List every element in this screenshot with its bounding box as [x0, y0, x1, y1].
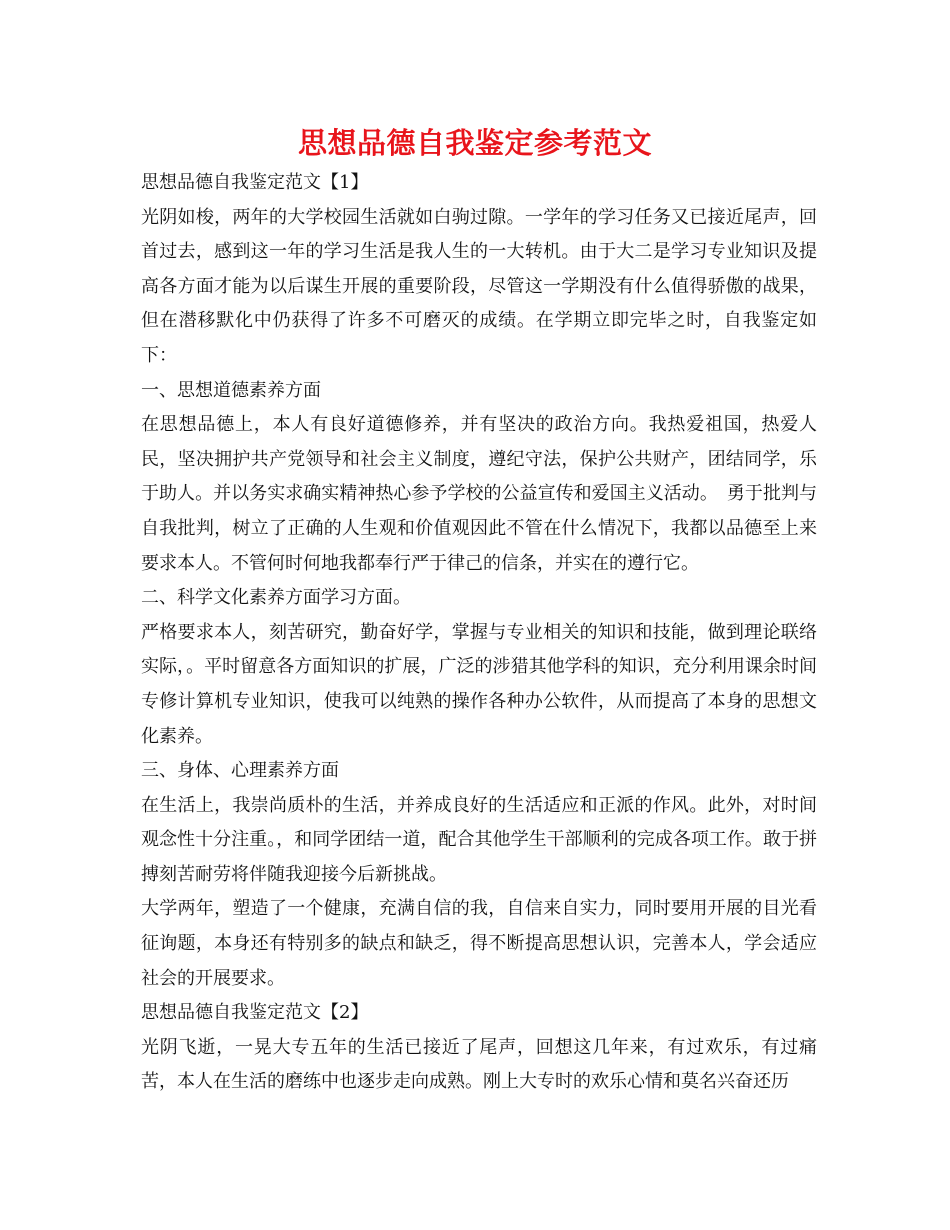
section-heading: 思想品德自我鉴定范文【1】 — [141, 172, 369, 193]
section-heading: 一、思想道德素养方面 — [141, 379, 321, 401]
paragraph: 大学两年，塑造了一个健康，充满自信的我，自信来自实力，同时要用开展的目光看征询题，本身还有特别多的缺点和缺乏，得不断提高思想认识，完善本人，学会适应社会的开展要求。 — [141, 898, 817, 989]
paragraph: 在思想品德上，本人有良好道德修养，并有坚决的政治方向。我热爱祖国，热爱人民，坚决拥护共产党领导和社会主义制度，遵纪守法，保护公共财产，团结同学，乐于助人。并以务实求确实精神热心参予学校的公益宣传和爱国主义活动。 勇于批判与自我批判，树立了正确的人生观和价值观因此不管在什么情况下，我都以品德至上来要求本人。不管何时何地我都奉行严于律己的信条，并实在的遵行它。 — [141, 414, 817, 574]
paragraph: 在生活上，我崇尚质朴的生活，并养成良好的生活适应和正派的作风。此外，对时间观念性十分注重。，和同学团结一道，配合其他学生干部顺利的完成各项工作。敢于拼搏刻苦耐劳将伴随我迎接今后新挑战。 — [141, 794, 817, 885]
paragraph: 严格要求本人，刻苦研究，勤奋好学，掌握与专业相关的知识和技能，做到理论联络实际，。平时留意各方面知识的扩展，广泛的涉猎其他学科的知识，充分利用课余时间专修计算机专业知识，使我可以纯熟的操作各种办公软件，从而提高了本身的思想文化素养。 — [141, 621, 817, 747]
paragraph: 光阴如梭，两年的大学校园生活就如白驹过隙。一学年的学习任务又已接近尾声，回首过去，感到这一年的学习生活是我人生的一大转机。由于大二是学习专业知识及提高各方面才能为以后谋生开展的重要阶段，尽管这一学期没有什么值得骄傲的战果，但在潜移默化中仍获得了许多不可磨灭的成绩。在学期立即完毕之时，自我鉴定如下： — [141, 206, 817, 366]
document-body — [141, 166, 817, 1100]
section-heading: 二、科学文化素养方面学习方面。 — [141, 587, 411, 609]
document-title: 思想品德自我鉴定参考范文 — [297, 126, 652, 160]
paragraph: 光阴飞逝，一晃大专五年的生活已接近了尾声，回想这几年来，有过欢乐，有过痛苦，本人在生活的磨练中也逐步走向成熟。刚上大专时的欢乐心情和莫名兴奋还历 — [141, 1036, 817, 1093]
section-heading: 三、身体、心理素养方面 — [141, 760, 339, 782]
section-heading: 思想品德自我鉴定范文【2】 — [141, 1002, 369, 1024]
